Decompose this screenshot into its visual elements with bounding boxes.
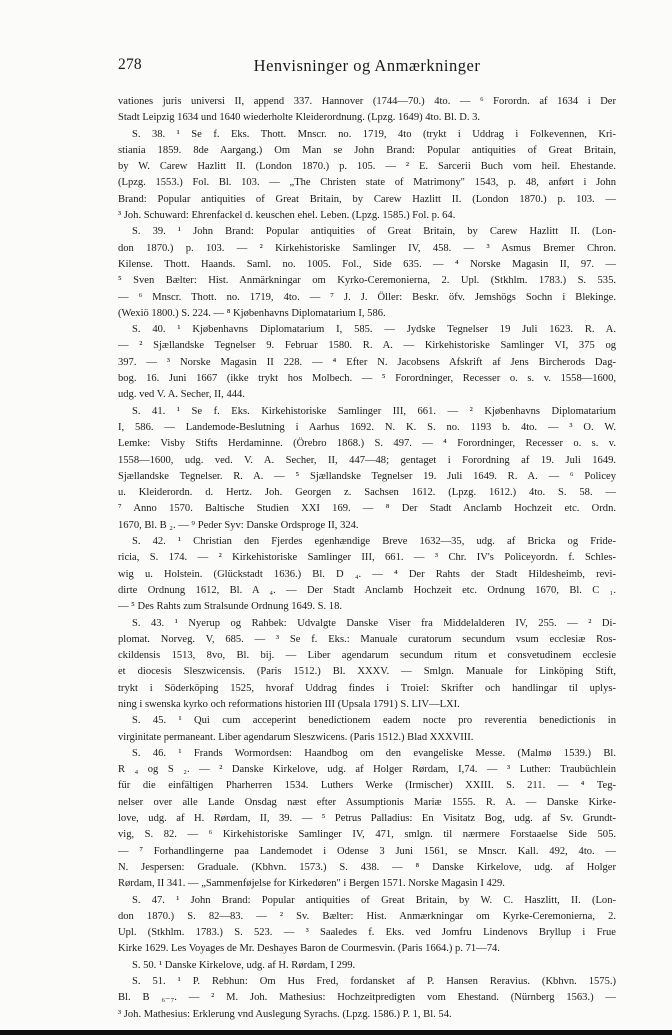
text-line: Brand: Popular antiquities of Great Britain, by Carew Hazlitt II. (London 1870.) p. 103. — bbox=[118, 193, 616, 205]
text-line: virginitate permaneant. Liber agendarum Sleszwicens. (Paris 1512.) Blad XXXVIII. bbox=[118, 731, 474, 743]
text-line: Sjællandske Tegnelser. R. A. — ⁵ Sjællandske Tegnelser 19. Juli 1649. R. A. — ⁶ Policey bbox=[118, 470, 616, 482]
text-line: ning i swenska kyrko och reformations historien III (Upsala 1791) S. LIV—LXI. bbox=[118, 698, 460, 710]
text-line: trykt i Söderköping 1525, hvoraf Uddrag findes i Troiel: Skrifter och handlingar til uplys- bbox=[118, 682, 616, 694]
text-line: — ⁶ Mnscr. Thott. no. 1719, 4to. — ⁷ J. J. Öller: Beskr. öfv. Jemshögs Sochn i Blekinge. bbox=[118, 291, 616, 303]
text-line: Upl. (Stkhlm. 1783.) S. 523. — ³ Saaledes f. Eks. ved Jomfru Lindenovs Bryllup i Frue bbox=[118, 927, 616, 939]
text-line: R ₄ og S ₂. — ² Danske Kirkelove, udg. af Holger Rørdam, I,74. — ³ Luther: Traubüchlein bbox=[118, 764, 616, 776]
text-line: ⁵ Sven Bælter: Hist. Anmärkningar om Kyrko-Ceremonierna, 2. Upl. (Stkhlm. 1783.) S. 535. bbox=[118, 275, 616, 287]
notes-body bbox=[118, 94, 616, 1023]
text-line: für die einfältigen Pharherren 1534. Luthers Werke (Irmischer) XXIII. S. 211. — ⁴ Teg- bbox=[118, 780, 616, 792]
text-line: plomat. Norveg. V, 685. — ³ Se f. Eks.: Manuale curatorum secundum vsum ecclesiæ Ros- bbox=[118, 633, 616, 645]
text-line: vig, S. 82. — ⁶ Kirkehistoriske Samlinger IV, 471, smlgn. til nærmere Forstaaelse Side 505. bbox=[118, 829, 616, 841]
text-line: wig u. Holstein. (Glückstadt 1636.) Bl. D ₄. — ⁴ Der Rahts der Stadt Hildesheimb, revi- bbox=[118, 568, 616, 580]
text-line: vationes juris universi II, append 337. Hannover (1744—70.) 4to. — ⁶ Forordn. af 1634 i Der bbox=[118, 96, 616, 107]
text-line: S. 51. ¹ P. Rebhun: Om Hus Fred, fordansket af P. Hansen Reravius. (Kbhvn. 1575.) bbox=[132, 976, 616, 988]
text-line: N. Jespersen: Graduale. (Kbhvn. 1573.) S. 438. — ⁸ Danske Kirkelove, udg. af Holger bbox=[118, 861, 616, 873]
text-line: (Wexiö 1800.) S. 224. — ⁸ Kjøbenhavns Diplomatarium I, 586. bbox=[118, 307, 386, 319]
text-line: — ² Sjællandske Tegnelser 9. Februar 1580. R. A. — Kirkehistoriske Samlinger VI, 375 og bbox=[118, 340, 616, 352]
page-number: 278 bbox=[118, 56, 142, 73]
text-line: et diocesis Sleszwicensis. (Paris 1512.) Bl. XXXV. — Smlgn. Manuale for Linköping Stift, bbox=[118, 666, 616, 678]
text-line: Kirke 1629. Les Voyages de Mr. Deshayes Baron de Courmesvin. (Paris 1664.) p. 71—74. bbox=[118, 943, 500, 955]
text-line: Lemke: Visby Stifts Herdaminne. (Örebro 1868.) S. 497. — ⁴ Forordninger, Recesser o. s. v. bbox=[118, 438, 616, 450]
text-line: 1558—1600, udg. ved. V. A. Secher, II, 447—48; gentaget i Forordning af 19. Juli 1649. bbox=[118, 454, 616, 466]
running-head: Henvisninger og Anmærkninger bbox=[253, 56, 481, 75]
text-line: ckildensis 1513, 8vo, Bl. bij. — Liber agendarum secundum ritum et consvetudinem ecclesie bbox=[118, 650, 616, 662]
text-line: — ⁷ Forhandlingerne paa Landemodet i Odense 3 Juni 1561, se Mnscr. Kall. 492, 4to. — bbox=[118, 845, 616, 857]
text-line: bog. 16. Juni 1667 (ikke trykt hos Molbech. — ⁵ Forordninger, Recesser o. s. v. 1558—1600, bbox=[118, 373, 616, 385]
text-line: Kilense. Thott. Haands. Saml. no. 1005. Fol., Side 635. — ⁴ Norske Magasin II, 97. — bbox=[118, 258, 616, 270]
text-line: S. 47. ¹ John Brand: Popular antiquities of Great Britain, by W. C. Haszlitt, II. (Lon- bbox=[132, 894, 616, 906]
text-line: S. 41. ¹ Se f. Eks. Kirkehistoriske Samlinger III, 661. — ² Kjøbenhavns Diplomatarium bbox=[132, 405, 616, 417]
text-line: S. 39. ¹ John Brand: Popular antiquities of Great Britain, by Carew Hazlitt II. (Lon- bbox=[132, 226, 616, 238]
text-line: S. 38. ¹ Se f. Eks. Thott. Mnscr. no. 1719, 4to (trykt i Uddrag i Folkevennen, Kri- bbox=[132, 128, 616, 140]
text-line: ricia, S. 174. — ² Kirkehistoriske Samlinger III, 661. — ³ Chr. IV's Policeyordn. f. Schles- bbox=[118, 552, 616, 564]
text-line: love, udg. af H. Rørdam, II, 39. — ⁵ Petrus Palladius: En Visitatz Bog, udg. af Sv. Grundt- bbox=[118, 813, 616, 825]
text-line: 1670, Bl. B ₂. — ⁹ Peder Syv: Danske Ordsproge II, 324. bbox=[118, 519, 359, 531]
text-line: nelser over alle Lande Onsdag næst efter Assumptionis Mariæ 1555. R. A. — Danske Kirke- bbox=[118, 796, 616, 808]
text-line: dirte Ordnung 1612, Bl. A ₄. — Der Stadt Anclamb Hochzeit etc. Ordnung 1670, Bl. C ₁. bbox=[118, 584, 616, 596]
text-line: don 1870.) S. 82—83. — ² Sv. Bælter: Hist. Anmærkningar om Kyrke-Ceremonierna, 2. bbox=[118, 910, 616, 922]
text-line: Rørdam, II 341. — „Sammenføjelse for Kirkedøren" i Bergen 1571. Norske Magasin I 429. bbox=[118, 878, 505, 890]
text-line: S. 40. ¹ Kjøbenhavns Diplomatarium I, 585. — Jydske Tegnelser 19 Juli 1623. R. A. bbox=[132, 324, 616, 336]
text-line: S. 46. ¹ Frands Wormordsen: Haandbog om den evangeliske Messe. (Malmø 1539.) Bl. bbox=[132, 747, 616, 759]
text-line: — ⁵ Des Rahts zum Stralsunde Ordnung 1649. S. 18. bbox=[118, 601, 342, 613]
text-line: S. 50. ¹ Danske Kirkelove, udg. af H. Rørdam, I 299. bbox=[132, 959, 356, 971]
text-line: S. 45. ¹ Qui cum acceperint benedictionem eadem nocte pro reverentia benedictionis in bbox=[132, 715, 616, 727]
text-line: ³ Joh. Mathesius: Erklerung vnd Auslegung Syrachs. (Lpzg. 1586.) P. 1, Bl. 54. bbox=[118, 1008, 452, 1020]
text-line: Stadt Leipzig 1634 und 1640 wiederholte Kleiderordnung. (Lpzg. 1649) 4to. Bl. D. 3. bbox=[118, 112, 481, 124]
text-line: ³ Joh. Schuward: Ehrenfackel d. keuschen ehel. Leben. (Lpzg. 1585.) Fol. p. 64. bbox=[118, 210, 456, 222]
text-line: u. Kleiderordn. d. Hertz. Joh. Georgen z. Sachsen 1612. (Lpzg. 1612.) 4to. S. 58. — bbox=[118, 487, 616, 499]
text-line: (Lpzg. 1553.) Fol. Bl. 103. — „The Christen state of Matrimony" 1543, p. 48, anført i John bbox=[118, 177, 616, 189]
bottom-edge bbox=[0, 1030, 672, 1035]
text-line: 397. — ³ Norske Magasin II 228. — ⁴ Efter N. Jacobsens Afskrift af Jens Bircherods Dag- bbox=[118, 356, 616, 368]
text-line: udg. ved V. A. Secher, II, 444. bbox=[118, 389, 245, 401]
text-line: by W. Carew Hazlitt II. (London 1870.) p. 105. — ² E. Sarcerii Buch vom heil. Ehestande. bbox=[118, 161, 616, 173]
text-line: S. 43. ¹ Nyerup og Rahbek: Udvalgte Danske Viser fra Middelalderen IV, 255. — ² Di- bbox=[132, 617, 616, 629]
page-header bbox=[118, 56, 616, 78]
text-line: stiania 1859. 8de Aargang.) Om Man se John Brand: Popular antiquities of Great Britain, bbox=[118, 144, 616, 156]
text-line: S. 42. ¹ Christian den Fjerdes egenhændige Breve 1632—35, udg. af Bricka og Fride- bbox=[132, 536, 616, 548]
text-line: Bl. B ₆₋₇. — ² M. Joh. Mathesius: Hochzeitpredigten vom Ehestand. (Nürnberg 1563.) — bbox=[118, 992, 616, 1004]
text-line: I, 586. — Landemode-Beslutning i Aarhus 1692. N. K. S. no. 1193 b. 4to. — ³ O. W. bbox=[118, 421, 616, 433]
text-line: ⁷ Anno 1570. Baltische Studien XXI 169. — ⁸ Der Stadt Anclamb Hochzeit etc. Ordn. bbox=[118, 503, 616, 515]
text-line: don 1870.) p. 103. — ² Kirkehistoriske Samlinger IV, 458. — ³ Asmus Bremer Chron. bbox=[118, 242, 616, 254]
